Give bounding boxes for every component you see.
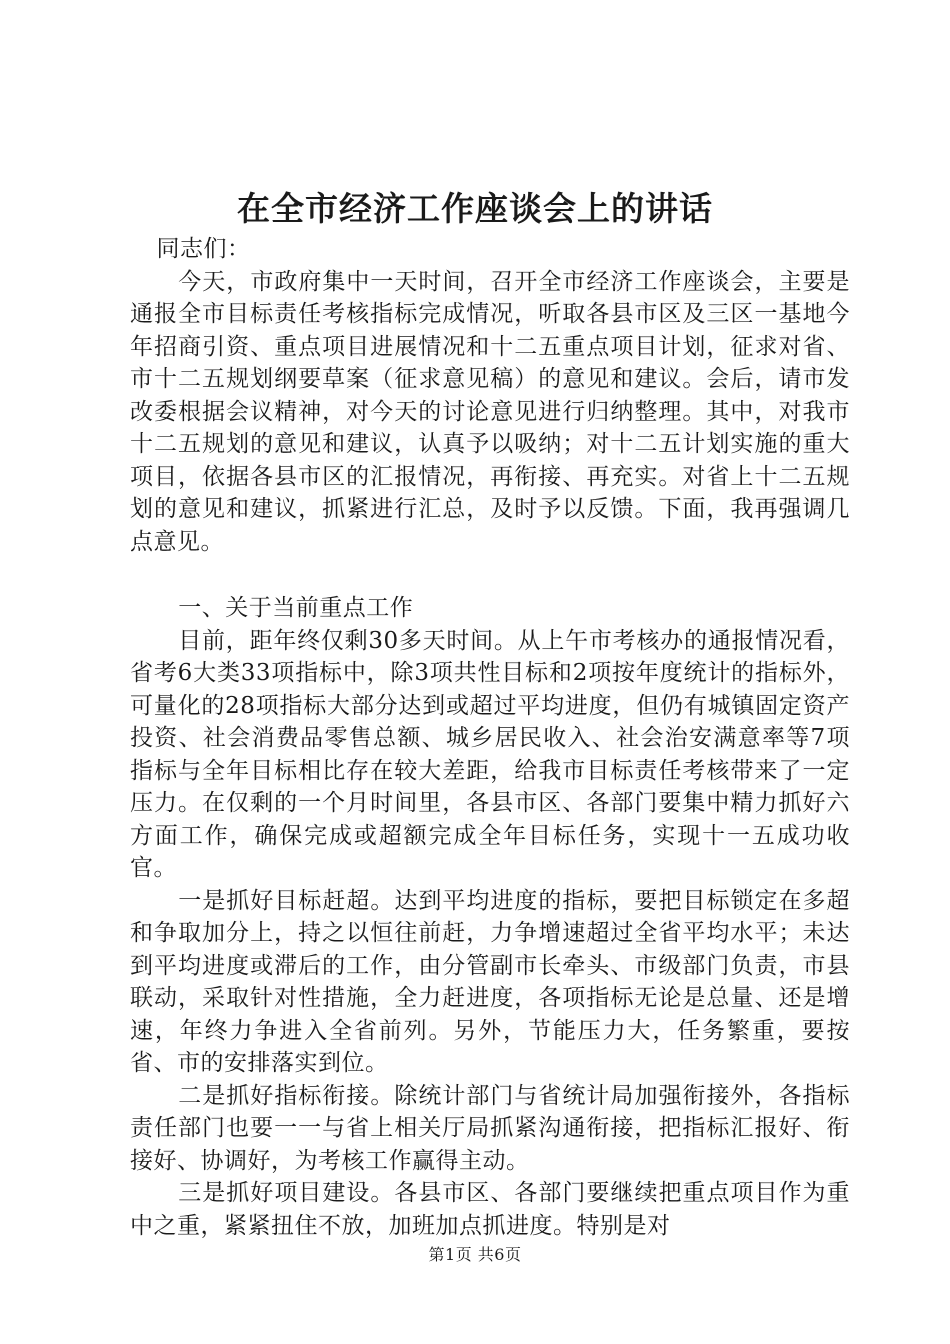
paragraph-current-status: 目前，距年终仅剩30多天时间。从上午市考核办的通报情况看，省考6大类33项指标中，除3项共性目标和2项按年度统计的指标外，可量化的28项指标大部分达到或超过平均进度，但仍有城镇固定资产投资、社会消费品零售总额、城乡居民收入、社会治安满意率等7项指标与全年目标相比存在较大差距，给我市目标责任考核带来了一定压力。在仅剩的一个月时间里，各县市区、各部门要集中精力抓好六方面工作，确保完成或超额完成全年目标任务，实现十一五成功收官。 <box>130 627 850 881</box>
page-number-footer: 第1页 共6页 <box>428 1245 522 1264</box>
paragraph-point-3: 三是抓好项目建设。各县市区、各部门要继续把重点项目作为重中之重，紧紧扭住不放，加班加点抓进度。特别是对 <box>130 1180 850 1239</box>
document-title: 在全市经济工作座谈会上的讲话 <box>237 189 713 228</box>
paragraph-point-2: 二是抓好指标衔接。除统计部门与省统计局加强衔接外，各指标责任部门也要一一与省上相关厅局抓紧沟通衔接，把指标汇报好、衔接好、协调好，为考核工作赢得主动。 <box>130 1082 850 1174</box>
salutation: 同志们： <box>156 236 251 262</box>
section-heading-1: 一、关于当前重点工作 <box>178 595 414 621</box>
paragraph-point-1: 一是抓好目标赶超。达到平均进度的指标，要把目标锁定在多超和争取加分上，持之以恒往前赶，力争增速超过全省平均水平；未达到平均进度或滞后的工作，由分管副市长牵头、市级部门负责，市县联动，采取针对性措施，全力赶进度，各项指标无论是总量、还是增速，年终力争进入全省前列。另外，节能压力大，任务繁重，要按省、市的安排落实到位。 <box>130 887 850 1076</box>
document-body <box>130 233 850 1242</box>
paragraph-opening: 今天，市政府集中一天时间，召开全市经济工作座谈会，主要是通报全市目标责任考核指标完成情况，听取各县市区及三区一基地今年招商引资、重点项目进展情况和十二五重点项目计划，征求对省、市十二五规划纲要草案（征求意见稿）的意见和建议。会后，请市发改委根据会议精神，对今天的讨论意见进行归纳整理。其中，对我市十二五规划的意见和建议，认真予以吸纳；对十二五计划实施的重大项目，依据各县市区的汇报情况，再衔接、再充实。对省上十二五规划的意见和建议，抓紧进行汇总，及时予以反馈。下面，我再强调几点意见。 <box>130 268 850 555</box>
